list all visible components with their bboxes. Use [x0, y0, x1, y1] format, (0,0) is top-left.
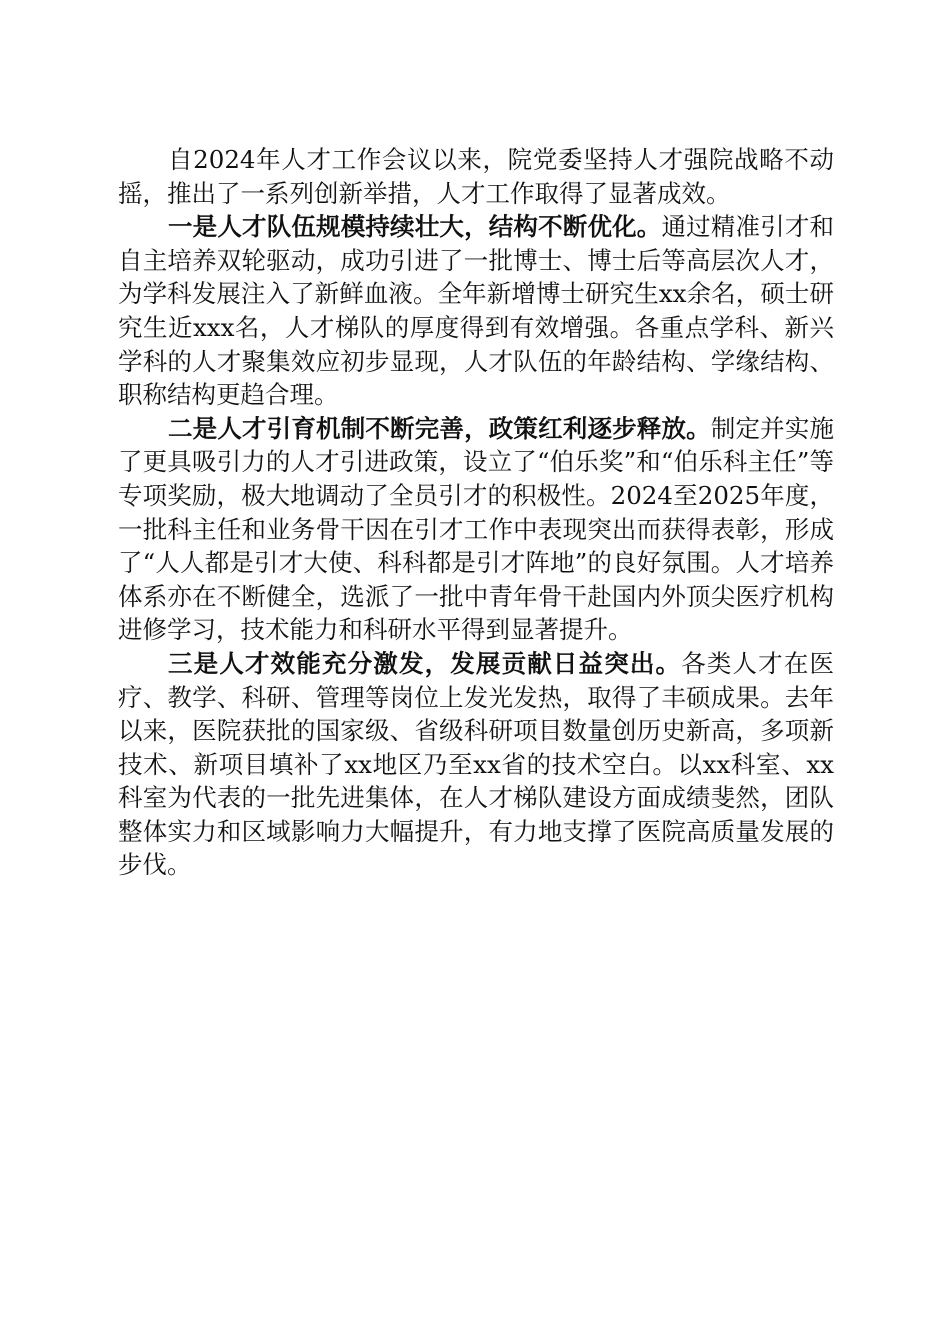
paragraph-talent-mechanism	[118, 412, 834, 647]
paragraph-talent-team	[118, 210, 834, 412]
paragraph-talent-team-heading: 一是人才队伍规模持续壮大，结构不断优化。	[168, 212, 662, 242]
paragraph-intro	[118, 143, 834, 210]
paragraph-talent-effectiveness-heading: 三是人才效能充分激发，发展贡献日益突出。	[168, 648, 682, 678]
paragraph-talent-mechanism-text: 制定并实施了更具吸引力的人才引进政策，设立了“伯乐奖”和“伯乐科主任”等专项奖励，极大地调动了全员引才的积极性。2024至2025年度，一批科主任和业务骨干因在引才工作中表现突出而获得表彰，形成了“人人都是引才大使、科科都是引才阵地”的良好氛围。人才培养体系亦在不断健全，选派了一批中青年骨干赴国内外顶尖医疗机构进修学习，技术能力和科研水平得到显著提升。	[118, 413, 835, 645]
document-page	[118, 143, 834, 882]
paragraph-talent-team-text: 通过精准引才和自主培养双轮驱动，成功引进了一批博士、博士后等高层次人才，为学科发展注入了新鲜血液。全年新增博士研究生xx余名，硕士研究生近xxx名，人才梯队的厚度得到有效增强。各重点学科、新兴学科的人才聚集效应初步显现，人才队伍的年龄结构、学缘结构、职称结构更趋合理。	[118, 212, 835, 410]
paragraph-talent-effectiveness-text: 各类人才在医疗、教学、科研、管理等岗位上发光发热，取得了丰硕成果。去年以来，医院获批的国家级、省级科研项目数量创历史新高，多项新技术、新项目填补了xx地区乃至xx省的技术空白。以xx科室、xx科室为代表的一批先进集体，在人才梯队建设方面成绩斐然，团队整体实力和区域影响力大幅提升，有力地支撑了医院高质量发展的步伐。	[118, 648, 835, 880]
paragraph-intro-text: 自2024年人才工作会议以来，院党委坚持人才强院战略不动摇，推出了一系列创新举措，人才工作取得了显著成效。	[118, 145, 834, 208]
paragraph-talent-mechanism-heading: 二是人才引育机制不断完善，政策红利逐步释放。	[168, 413, 711, 443]
paragraph-talent-effectiveness	[118, 647, 834, 882]
